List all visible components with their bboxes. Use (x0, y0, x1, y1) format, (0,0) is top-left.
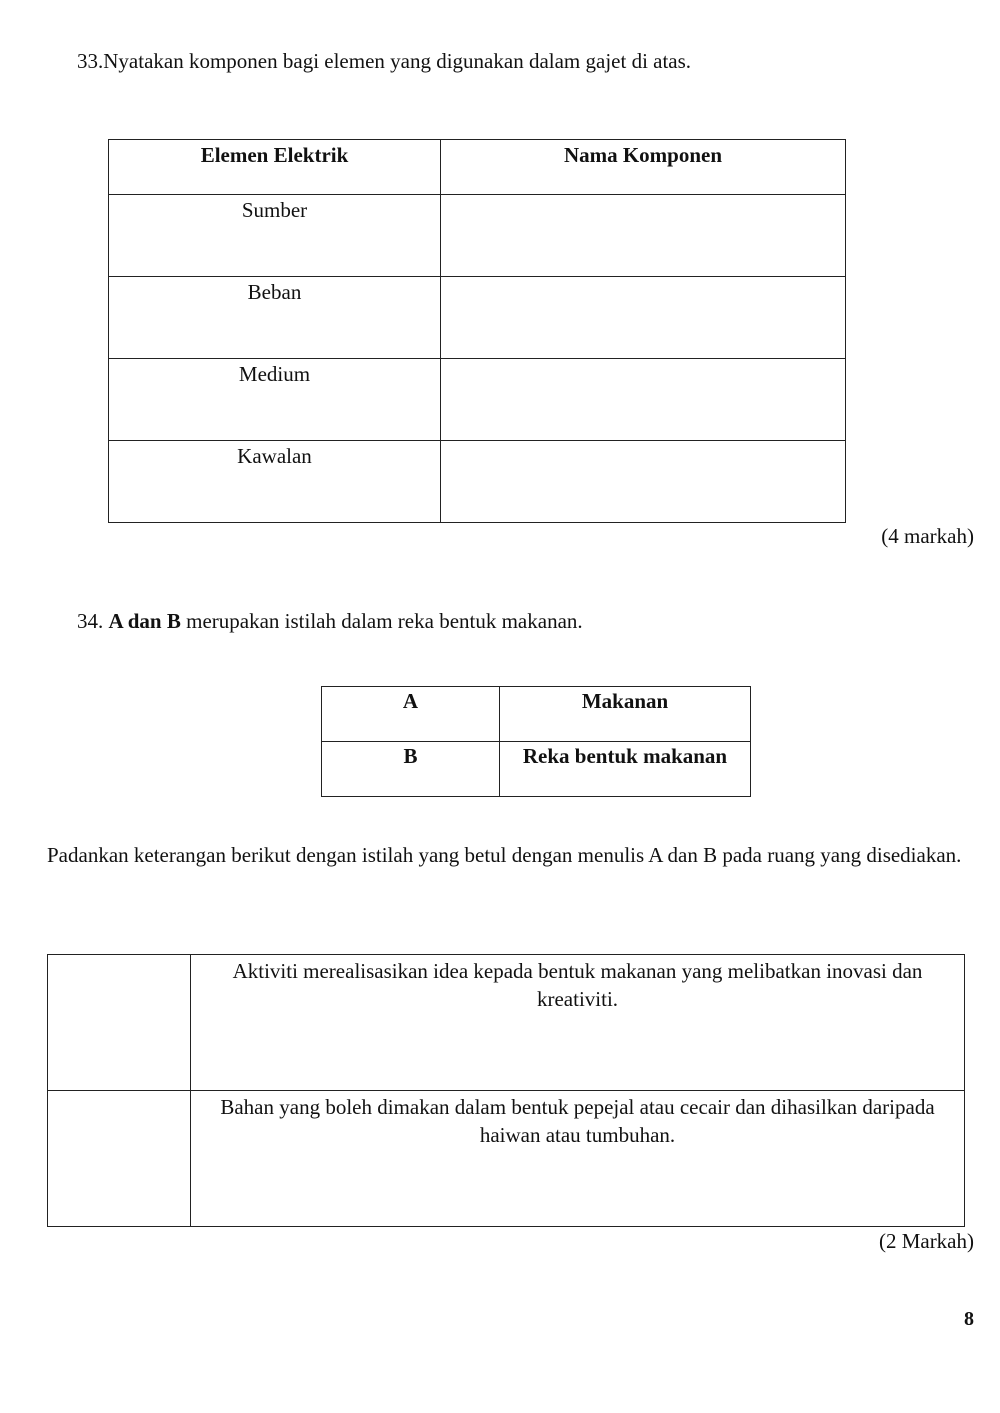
key-term-b: Reka bentuk makanan (500, 742, 751, 797)
question-34-bold: A dan B (108, 609, 181, 633)
table-row (48, 955, 965, 1091)
element-kawalan: Kawalan (109, 441, 441, 523)
match-description-1: Aktiviti merealisasikan idea kepada bentuk makanan yang melibatkan inovasi dan kreativiti. (191, 955, 965, 1091)
table-row (48, 1091, 965, 1227)
header-elemen-elektrik: Elemen Elektrik (109, 140, 441, 195)
answer-cell-medium[interactable] (441, 359, 846, 441)
match-answer-cell-1[interactable] (48, 955, 191, 1091)
marks-q34: (2 Markah) (878, 1229, 974, 1253)
table-row (109, 441, 846, 523)
answer-cell-beban[interactable] (441, 277, 846, 359)
match-answer-cell-2[interactable] (48, 1091, 191, 1227)
match-instruction: Padankan keterangan berikut dengan istilah yang betul dengan menulis A dan B pada ruang yang disediakan. (47, 843, 962, 867)
key-term-a: Makanan (500, 687, 751, 742)
component-table (108, 139, 846, 523)
table-row (109, 359, 846, 441)
table-row (109, 195, 846, 277)
question-34-number: 34. (77, 609, 104, 633)
header-nama-komponen: Nama Komponen (441, 140, 846, 195)
answer-cell-sumber[interactable] (441, 195, 846, 277)
element-medium: Medium (109, 359, 441, 441)
table-row (109, 277, 846, 359)
table-header-row (109, 140, 846, 195)
match-description-2: Bahan yang boleh dimakan dalam bentuk pepejal atau cecair dan dihasilkan daripada haiwan atau tumbuhan. (191, 1091, 965, 1227)
element-sumber: Sumber (109, 195, 441, 277)
key-letter-a: A (322, 687, 500, 742)
answer-cell-kawalan[interactable] (441, 441, 846, 523)
table-row (322, 742, 751, 797)
key-letter-b: B (322, 742, 500, 797)
question-34-rest: merupakan istilah dalam reka bentuk makanan. (186, 609, 583, 633)
element-beban: Beban (109, 277, 441, 359)
marks-q33: (4 markah) (881, 524, 974, 548)
match-table (47, 954, 965, 1227)
table-row (322, 687, 751, 742)
question-33-text: 33.Nyatakan komponen bagi elemen yang digunakan dalam gajet di atas. (77, 49, 692, 73)
question-34-text (77, 609, 583, 634)
page-number: 8 (964, 1308, 974, 1330)
term-key-table (321, 686, 751, 797)
